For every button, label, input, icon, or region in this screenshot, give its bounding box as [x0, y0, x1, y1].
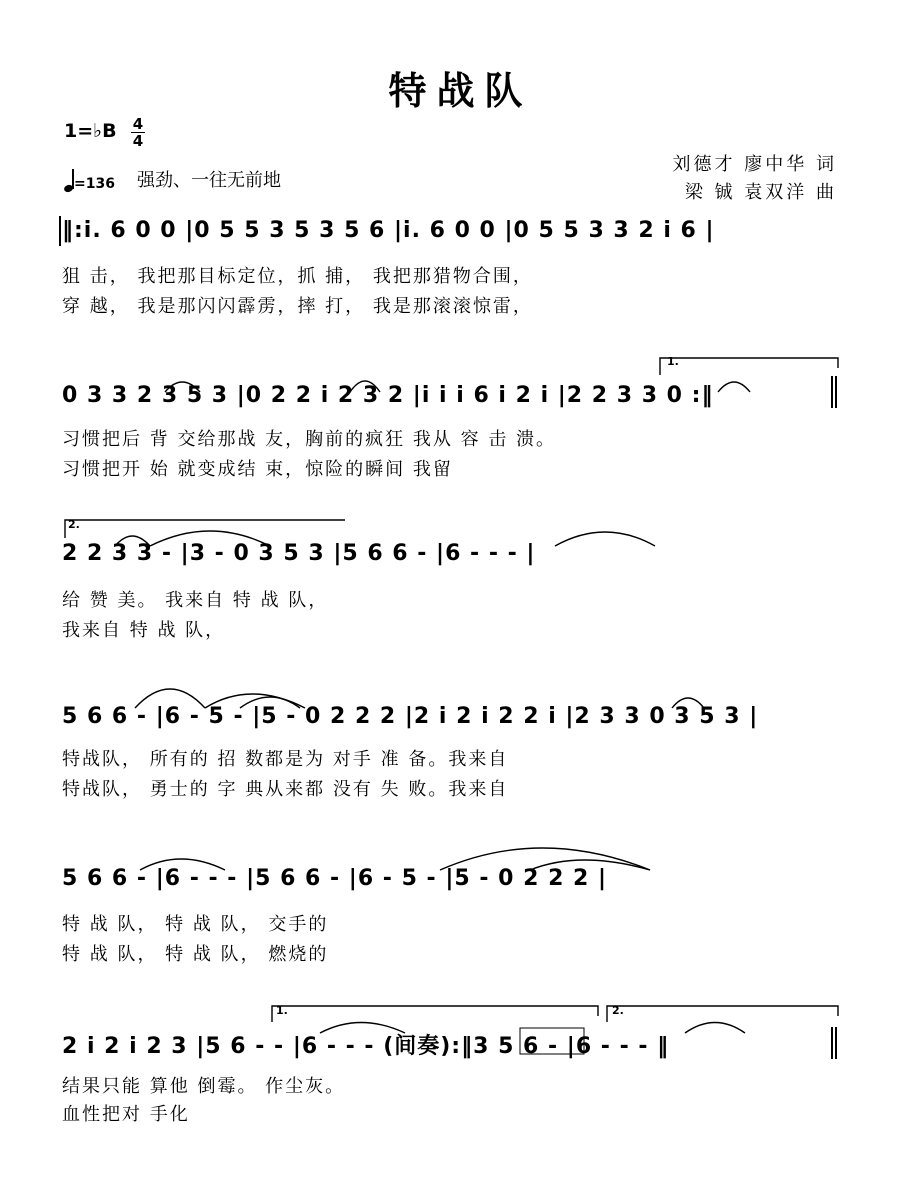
lyric-line-5b: 特 战 队， 特 战 队， 燃烧的 — [62, 944, 329, 965]
notation-line-1: ‖:i. 6 0 0 |0 5 5 3 5 3 5 6 |i. 6 0 0 |0 5 5 3 3 2 i 6 | — [62, 218, 715, 243]
lyricist-credit: 刘德才 廖中华 词 — [672, 154, 837, 175]
song-title: 特战队 — [388, 69, 533, 113]
volta-bracket-1 — [660, 358, 838, 375]
lyric-line-4a: 特战队， 所有的 招 数都是为 对手 准 备。我来自 — [62, 749, 509, 770]
volta-1-label-final: 1. — [276, 1004, 288, 1017]
tie-row3-a — [115, 536, 150, 546]
expression-marking: 强劲、一往无前地 — [137, 170, 281, 191]
time-denominator: 4 — [132, 132, 144, 150]
tie-row6-b — [685, 1023, 745, 1034]
lyric-line-1b: 穿 越， 我是那闪闪霹雳，摔 打， 我是那滚滚惊雷， — [62, 296, 533, 317]
tie-row4-b — [205, 694, 305, 708]
tie-row3-b — [150, 531, 270, 546]
volta-bracket-final-1 — [272, 1006, 598, 1022]
volta-bracket-2 — [65, 520, 345, 538]
volta-1-label: 1. — [667, 355, 679, 368]
tie-row4-c — [240, 697, 300, 708]
lyric-line-4b: 特战队， 勇士的 字 典从来都 没有 失 败。我来自 — [62, 779, 509, 800]
lyric-line-6b: 血性把对 手化 — [62, 1104, 190, 1125]
notation-line-4: 5 6 6 - |6 - 5 - |5 - 0 2 2 2 |2 i 2 i 2 2 i |2 3 3 0 3 5 3 | — [62, 704, 759, 729]
tempo-value: =136 — [74, 176, 115, 192]
interlude-box — [520, 1028, 584, 1054]
composer-credit: 梁 铖 袁双洋 曲 — [684, 182, 837, 203]
lyric-line-3b: 我来自 特 战 队， — [62, 620, 226, 641]
tie-row2-c — [718, 382, 750, 392]
notation-line-3: 2 2 3 3 - |3 - 0 3 5 3 |5 6 6 - |6 - - - | — [62, 541, 536, 566]
lyric-line-2b: 习惯把开 始 就变成结 束，惊险的瞬间 我留 — [62, 459, 453, 480]
lyric-line-2a: 习惯把后 背 交给那战 友，胸前的疯狂 我从 容 击 溃。 — [62, 429, 557, 450]
lyric-line-3a: 给 赞 美。 我来自 特 战 队， — [62, 590, 329, 611]
tie-row3-c — [555, 532, 655, 546]
notation-line-6: 2 i 2 i 2 3 |5 6 - - |6 - - - (间奏):‖3 5 6 - |6 - - - ‖ — [62, 1034, 670, 1059]
notation-line-5: 5 6 6 - |6 - - - |5 6 6 - |6 - 5 - |5 - 0 2 2 2 | — [62, 866, 608, 891]
tie-row2-b — [165, 382, 200, 392]
tie-row6-a — [320, 1023, 405, 1034]
tie-row5-a — [140, 859, 225, 870]
notation-line-2: 0 3 3 2 3 5 3 |0 2 2 i 2 3 2 |i i i 6 i 2 i |2 2 3 3 0 :‖ — [62, 383, 714, 408]
tie-row5-b — [440, 848, 650, 870]
tie-row2-a — [350, 381, 380, 392]
time-numerator: 4 — [132, 115, 144, 133]
volta-2-label: 2. — [68, 518, 80, 531]
volta-bracket-final-2 — [607, 1006, 838, 1022]
lyric-line-1a: 狙 击， 我把那目标定位，抓 捕， 我把那猎物合围， — [62, 266, 533, 287]
key-signature: 1=♭B — [64, 120, 117, 142]
tie-row5-c — [530, 860, 650, 870]
tie-row4-a — [135, 689, 205, 708]
volta-2-label-final: 2. — [612, 1004, 624, 1017]
lyric-line-6a: 结果只能 算他 倒霉。 作尘灰。 — [62, 1076, 346, 1097]
lyric-line-5a: 特 战 队， 特 战 队， 交手的 — [62, 914, 329, 935]
tie-row4-d — [672, 698, 704, 708]
